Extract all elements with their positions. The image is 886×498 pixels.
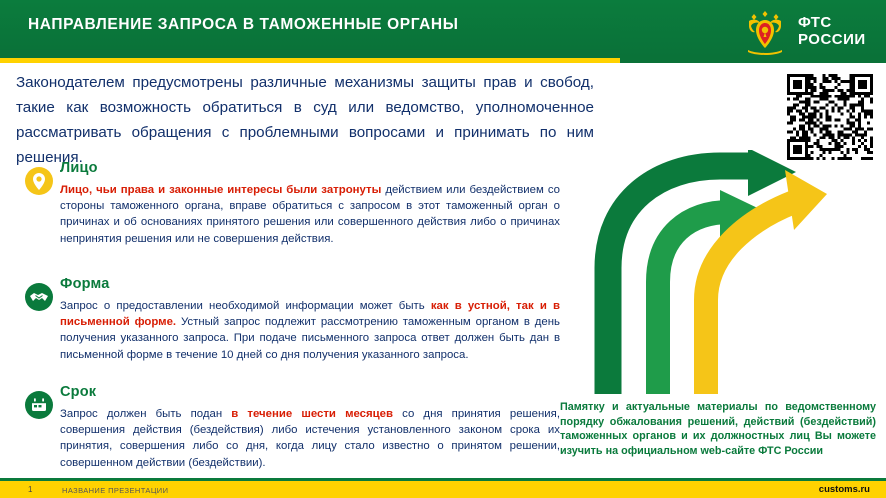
qr-code[interactable] <box>787 74 873 160</box>
site-label: customs.ru <box>818 484 870 495</box>
section-srok <box>60 384 560 471</box>
section-title-lico: Лицо <box>60 160 98 176</box>
calendar-icon <box>24 390 54 420</box>
page-title: НАПРАВЛЕНИЕ ЗАПРОСА В ТАМОЖЕННЫЕ ОРГАНЫ <box>28 16 459 33</box>
section-body-srok: Запрос должен быть подан в течение шести месяцев со дня принятия решения, совершения действия (бездействия) либо истечения установленного законом срока их принятия, совершения либо со дня, когда лицу стало известно о принятом решении, совершенном действии (бездействии). <box>60 408 560 469</box>
russian-coat-of-arms-icon <box>742 8 788 56</box>
section-forma <box>60 276 560 363</box>
section-lico <box>60 160 560 247</box>
fts-logo-line2: РОССИИ <box>798 31 866 48</box>
handshake-icon <box>24 282 54 312</box>
header-bar <box>0 0 620 58</box>
fts-logo-text <box>798 14 866 48</box>
intro-paragraph: Законодателем предусмотрены различные механизмы защиты прав и свобод, такие как возможность обратиться в суд или ведомство, уполномоченное рассматривать обращения с проблемными вопросами и принимать по ним решения. <box>16 74 594 166</box>
presentation-name: НАЗВАНИЕ ПРЕЗЕНТАЦИИ <box>62 486 169 495</box>
fts-logo-line1: ФТС <box>798 14 832 31</box>
header-accent-stripe <box>0 58 620 63</box>
footer-note: Памятку и актуальные материалы по ведомственному порядку обжалования решений, действий (бездействий) таможенных органов и их должностных лиц Вы можете изучить на официальном web-сайте ФТС России <box>560 401 876 457</box>
section-title-srok: Срок <box>60 384 97 400</box>
slide-number: 1 <box>28 485 33 494</box>
three-arrows-up-graphic <box>580 150 880 400</box>
section-title-forma: Форма <box>60 276 110 292</box>
section-body-lico: Лицо, чьи права и законные интересы были затронуты действием или бездействием со стороны таможенного органа, вправе обратиться с запросом в этот таможенный орган о причинах и об основаниях принятого решения или совершенного действия либо о причинах непринятия решения или не совершения действия. <box>60 184 560 245</box>
location-pin-icon <box>24 166 54 196</box>
section-body-forma: Запрос о предоставлении необходимой информации может быть как в устной, так и в письменной форме. Устный запрос подлежит рассмотрению таможенным органом в день получения указанного запроса. При подаче письменного запроса ответ должен быть дан в письменной форме в течение 10 дней со дня получения указанного запроса. <box>60 300 560 361</box>
